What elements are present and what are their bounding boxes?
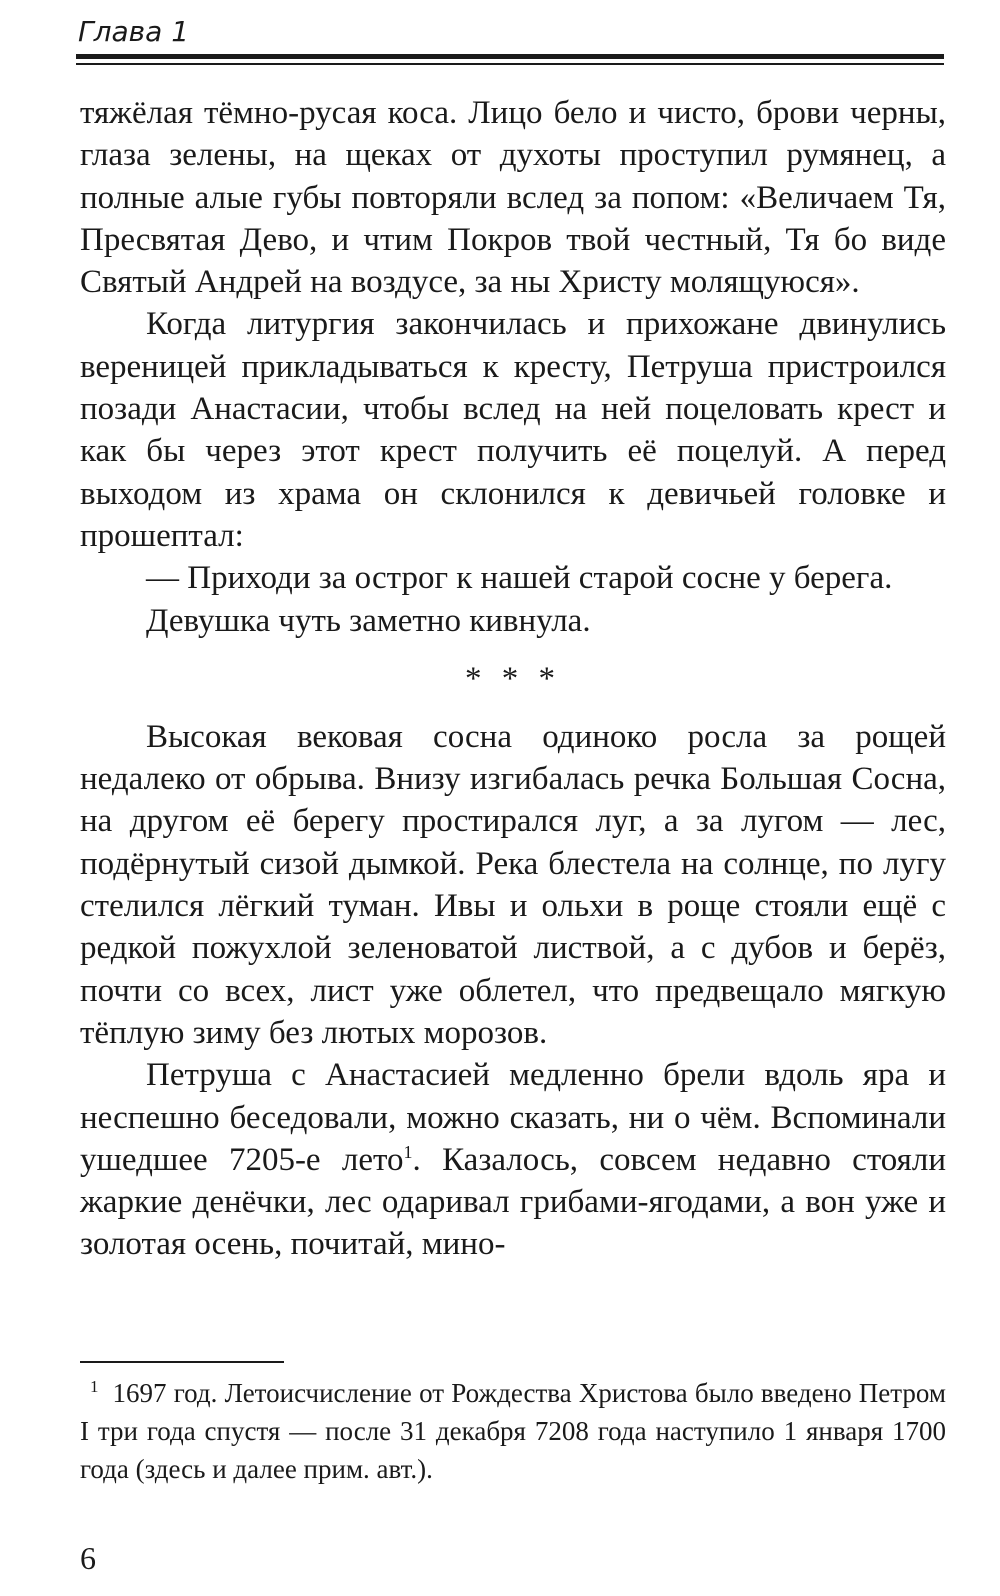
- footnote-marker: 1: [90, 1377, 99, 1396]
- footnote: [80, 1374, 946, 1488]
- paragraph-liturgy: Когда литургия закончилась и прихожане двинулись вереницей прикладываться к кресту, Петруша пристроился позади Анастасии, чтобы вслед на ней поцеловать крест и как бы через этот крест получить её поцелуй. А перед выходом из храма он склонился к девичьей головке и прошептал:: [80, 306, 946, 554]
- running-head-chapter-title: Глава 1: [78, 15, 190, 48]
- paragraph-pine: Высокая вековая сосна одиноко росла за рощей недалеко от обрыва. Внизу изгибалась речка Большая Сосна, на другом её берегу простирался луг, а за лугом — лес, подёрнутый сизой дымкой. Река блестела на солнце, по лугу стелился лёгкий туман. Ивы и ольхи в роще стояли ещё с редкой пожухлой зеленоватой листвой, а с дубов и берёз, почти со всех, лист уже облетел, что предвещало мягкую тёплую зиму без лютых морозов.: [80, 718, 946, 1051]
- paragraph-continued: тяжёлая тёмно-русая коса. Лицо бело и чисто, брови черны, глаза зелены, на щеках от духоты проступил румянец, а полные алые губы повторяли вслед за попом: «Величаем Тя, Пресвятая Дево, и чтим Покров твой честный, Тя бо виде Святый Андрей на воздусе, за ны Христу молящуюся».: [80, 95, 946, 301]
- paragraph-walk-part1: Петруша с Анастасией медленно брели вдоль яра и неспешно беседовали, можно сказать, ни о чём. Вспоминали ушедшее 7205-е лето: [80, 1057, 946, 1178]
- header-rule-thin: [76, 63, 944, 65]
- body-text: [80, 92, 946, 1266]
- header-rule-thick: [76, 54, 944, 59]
- footnote-reference: 1: [403, 1141, 413, 1162]
- footnote-rule: [80, 1361, 284, 1363]
- section-separator: * * *: [465, 660, 561, 697]
- page-number: 6: [80, 1540, 96, 1576]
- paragraph-dialogue: — Приходи за острог к нашей старой сосне у берега.: [146, 560, 893, 597]
- footnote-text: 1697 год. Летоисчисление от Рождества Христова было введено Петром I три года спустя — после 31 декабря 7208 года наступило 1 января 1700 года (здесь и далее прим. авт.).: [80, 1378, 946, 1484]
- paragraph-walk-part2: . Казалось, совсем недавно стояли жаркие денёчки, лес одаривал грибами-ягодами, а вон уже и золотая осень, почитай, мино-: [80, 1141, 946, 1263]
- paragraph-walk: [80, 1054, 946, 1265]
- paragraph-nod: Девушка чуть заметно кивнула.: [146, 602, 591, 639]
